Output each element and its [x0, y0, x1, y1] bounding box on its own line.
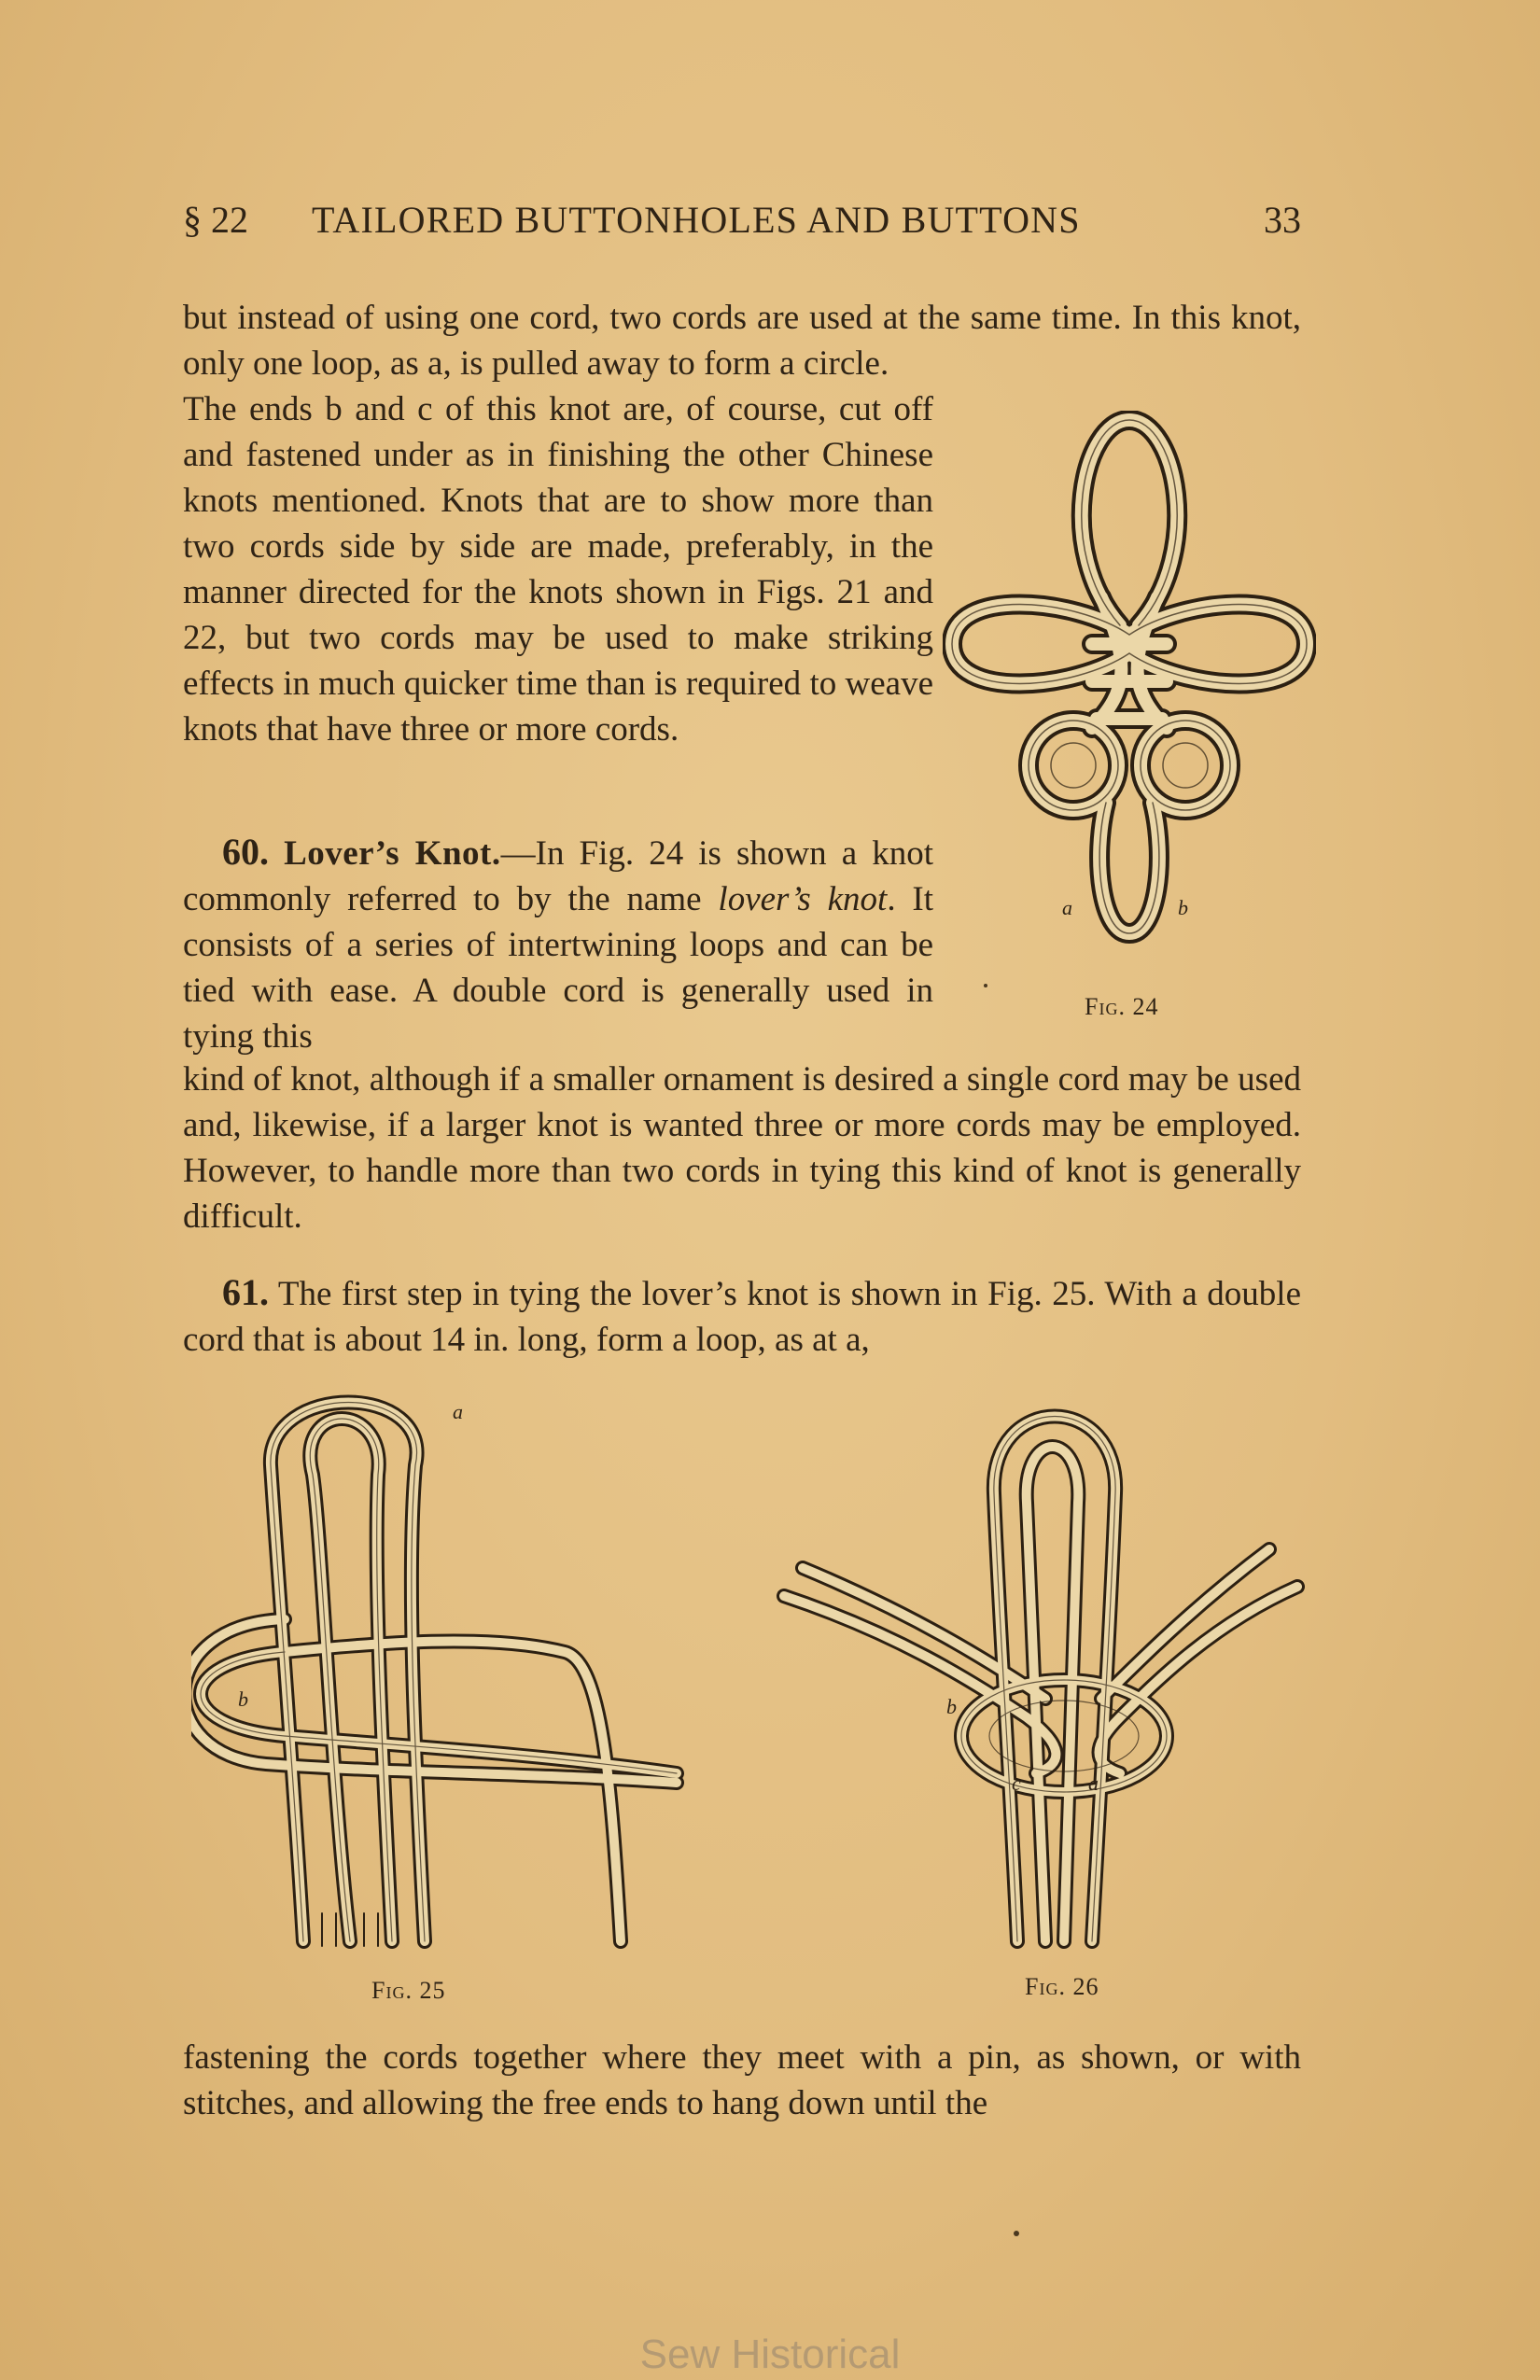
intro-paragraph-full: [183, 295, 1301, 386]
continuation-paragraph: [183, 2035, 1301, 2126]
continuation-text: fastening the cords together where they meet with a pin, as shown, or with stitches, and allowing the free ends to hang down until the: [183, 2038, 1301, 2122]
paragraph-60-narrow: [183, 829, 933, 1059]
paragraph-number-60: 60.: [222, 831, 269, 873]
running-header: [183, 198, 1301, 254]
paragraph-heading-lovers-knot: Lover’s Knot.: [284, 834, 501, 873]
paragraph-60-full: [183, 1057, 1301, 1239]
section-number: § 22: [183, 199, 248, 241]
intro-paragraph-narrow: [183, 386, 933, 752]
fig24-label-a: a: [1062, 896, 1072, 919]
paragraph-60-text-a: —In Fig. 24 is shown a knot commonly referred to by the name: [183, 834, 933, 918]
chapter-title: TAILORED BUTTONHOLES AND BUTTONS: [312, 199, 1081, 241]
figure-25-first-step: [191, 1391, 695, 1951]
figure-26-caption: Fig. 26: [1025, 1973, 1099, 2000]
page-number: 33: [1264, 199, 1301, 241]
ink-speck: [1014, 2231, 1019, 2236]
paragraph-61-text: The first step in tying the lover’s knot is shown in Fig. 25. With a double cord that is about 14 in. long, form a loop, as at a,: [183, 1275, 1301, 1359]
lovers-knot-term: lover’s knot: [718, 880, 888, 918]
watermark: Sew Historical: [639, 2331, 901, 2377]
fig26-label-c: c: [1012, 1771, 1021, 1795]
fig24-label-b: b: [1178, 896, 1188, 919]
paragraph-60-text-b: . It consists of a series of intertwining loops and can be tied with ease. A double cord is generally used in tying this: [183, 880, 933, 1056]
fig26-label-a: a: [1088, 1771, 1099, 1795]
paragraph-61: [183, 1269, 1301, 1363]
intro-text: but instead of using one cord, two cords are used at the same time. In this knot, only one loop, as a, is pulled away to form a circle.: [183, 299, 1301, 383]
figure-24-caption: Fig. 24: [1085, 993, 1159, 1020]
paragraph-number-61: 61.: [222, 1271, 269, 1313]
paragraph-60-continued-text: kind of knot, although if a smaller ornament is desired a single cord may be used and, likewise, if a larger knot is wanted three or more cords may be employed. However, to handle more than two cords in tying this kind of knot is generally difficult.: [183, 1060, 1301, 1236]
figure-26-second-step: [765, 1381, 1316, 1951]
figure-25-caption: Fig. 25: [371, 1977, 446, 2004]
fig25-label-b: b: [238, 1687, 248, 1711]
figure-24-lovers-knot: [943, 411, 1316, 989]
fig25-label-a: a: [453, 1400, 463, 1423]
ink-speck: [984, 984, 987, 987]
intro-continued-text: The ends b and c of this knot are, of course, cut off and fastened under as in finishing the other Chinese knots mentioned. Knots that are to show more than two cords side by side are made, preferably, in the manner directed for the knots shown in Figs. 21 and 22, but two cords may be used to make striking effects in much quicker time than is required to weave knots that have three or more cords.: [183, 390, 933, 749]
fig26-label-b: b: [946, 1695, 957, 1718]
